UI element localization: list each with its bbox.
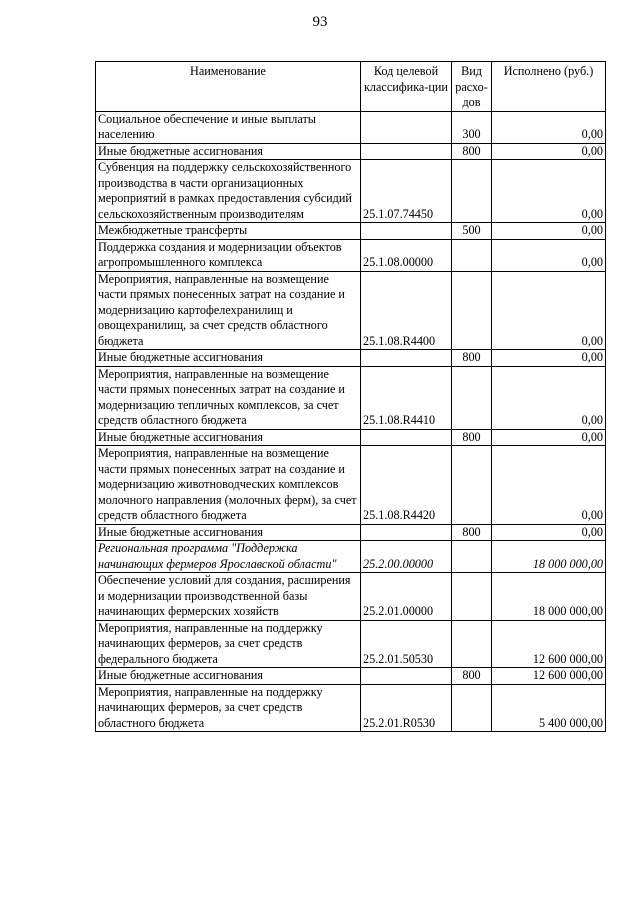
cell-amount: 18 000 000,00 [492,541,606,573]
cell-type [452,366,492,429]
table-row [96,143,606,160]
cell-name: Поддержка создания и модернизации объектов агропромышленного комплекса [96,239,361,271]
cell-amount: 12 600 000,00 [492,668,606,685]
header-code: Код целевой классифика-ции [361,62,452,112]
table-row [96,111,606,143]
header-amount: Исполнено (руб.) [492,62,606,112]
cell-code: 25.1.07.74450 [361,160,452,223]
cell-type [452,684,492,732]
cell-code: 25.1.08.R4400 [361,271,452,350]
cell-code: 25.2.00.00000 [361,541,452,573]
cell-type: 500 [452,223,492,240]
cell-amount: 0,00 [492,239,606,271]
cell-type: 300 [452,111,492,143]
cell-code [361,524,452,541]
table-row [96,223,606,240]
table-row [96,239,606,271]
cell-type: 800 [452,524,492,541]
table-body [96,111,606,732]
cell-amount: 5 400 000,00 [492,684,606,732]
table-row [96,446,606,525]
cell-name: Иные бюджетные ассигнования [96,429,361,446]
table-row [96,366,606,429]
cell-name: Межбюджетные трансферты [96,223,361,240]
table-row [96,160,606,223]
cell-name: Мероприятия, направленные на возмещение части прямых понесенных затрат на создание и модернизацию животноводческих комплексов молочного направления (молочных ферм), за счет средств областного бюджета [96,446,361,525]
cell-type [452,271,492,350]
table-row [96,620,606,668]
cell-type [452,160,492,223]
cell-amount: 0,00 [492,524,606,541]
cell-name: Иные бюджетные ассигнования [96,350,361,367]
cell-name: Мероприятия, направленные на возмещение части прямых понесенных затрат на создание и модернизацию тепличных комплексов, за счет средств областного бюджета [96,366,361,429]
cell-code: 25.1.08.R4420 [361,446,452,525]
cell-code: 25.2.01.50530 [361,620,452,668]
cell-name: Субвенция на поддержку сельскохозяйственного производства в части организационных мероприятий в рамках предоставления субсидий сельскохозяйственным производителям [96,160,361,223]
cell-code [361,111,452,143]
cell-name: Социальное обеспечение и иные выплаты населению [96,111,361,143]
cell-name: Иные бюджетные ассигнования [96,668,361,685]
header-type: Вид расхо-дов [452,62,492,112]
page-number: 93 [312,14,328,30]
cell-name: Иные бюджетные ассигнования [96,524,361,541]
cell-code: 25.2.01.R0530 [361,684,452,732]
cell-type [452,239,492,271]
cell-amount: 12 600 000,00 [492,620,606,668]
cell-type [452,620,492,668]
cell-type: 800 [452,143,492,160]
cell-code: 25.1.08.R4410 [361,366,452,429]
cell-type: 800 [452,350,492,367]
cell-name: Региональная программа "Поддержка начинающих фермеров Ярославской области" [96,541,361,573]
table-row [96,573,606,621]
table-row [96,350,606,367]
cell-type: 800 [452,429,492,446]
cell-amount: 0,00 [492,143,606,160]
cell-amount: 0,00 [492,223,606,240]
table-row [96,684,606,732]
budget-table [95,61,606,732]
cell-amount: 0,00 [492,366,606,429]
cell-type [452,573,492,621]
cell-type [452,446,492,525]
cell-amount: 0,00 [492,429,606,446]
cell-amount: 0,00 [492,350,606,367]
cell-name: Мероприятия, направленные на поддержку начинающих фермеров, за счет средств федерального бюджета [96,620,361,668]
table-row [96,271,606,350]
cell-code [361,350,452,367]
cell-type [452,541,492,573]
cell-amount: 0,00 [492,446,606,525]
header-name: Наименование [96,62,361,112]
table-header-row [96,62,606,112]
cell-type: 800 [452,668,492,685]
cell-code [361,429,452,446]
table-row [96,668,606,685]
cell-amount: 0,00 [492,271,606,350]
table-row [96,524,606,541]
cell-amount: 0,00 [492,111,606,143]
cell-name: Мероприятия, направленные на возмещение части прямых понесенных затрат на создание и модернизацию картофелехранилищ и овощехранилищ, за счет средств областного бюджета [96,271,361,350]
cell-code [361,668,452,685]
cell-code [361,223,452,240]
cell-name: Иные бюджетные ассигнования [96,143,361,160]
table-row [96,429,606,446]
cell-name: Мероприятия, направленные на поддержку начинающих фермеров, за счет средств областного бюджета [96,684,361,732]
cell-name: Обеспечение условий для создания, расширения и модернизации производственной базы начинающих фермерских хозяйств [96,573,361,621]
cell-code: 25.1.08.00000 [361,239,452,271]
cell-code [361,143,452,160]
cell-code: 25.2.01.00000 [361,573,452,621]
cell-amount: 0,00 [492,160,606,223]
cell-amount: 18 000 000,00 [492,573,606,621]
table-row [96,541,606,573]
